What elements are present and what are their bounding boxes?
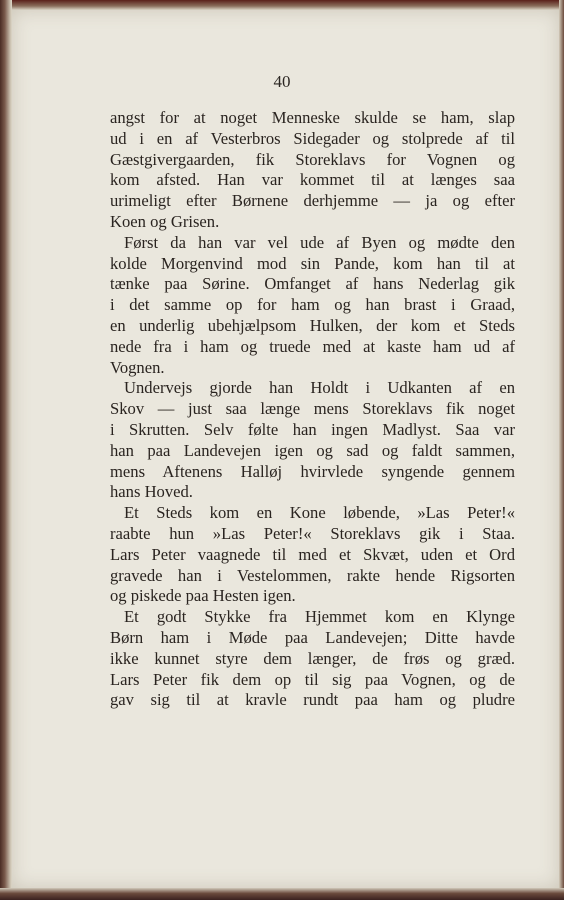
- text-line: Vognen.: [110, 357, 165, 377]
- text-line: og piskede paa Hesten igen.: [110, 586, 296, 606]
- page-number: 40: [273, 72, 291, 91]
- page-edge-right: [559, 0, 564, 900]
- text-line: Lars Peter fik dem op til sig paa Vognen, og de: [110, 669, 515, 689]
- text-line: han paa Landevejen igen og sad og faldt sammen,: [110, 440, 515, 460]
- text-line: raabte hun »Las Peter!« Storeklavs gik i Staa.: [110, 523, 515, 543]
- text-line: nede fra i ham og truede med at kaste ham ud af: [110, 336, 515, 356]
- text-line: Først da han var vel ude af Byen og mødte den: [124, 232, 515, 252]
- text-line: Et Steds kom en Kone løbende, »Las Peter!«: [124, 503, 515, 523]
- text-line: angst for at noget Menneske skulde se ham, slap: [110, 108, 515, 127]
- text-line: hans Hoved.: [110, 482, 193, 502]
- page-edge-left: [0, 0, 12, 900]
- text-line: Børn ham i Møde paa Landevejen; Ditte havde: [110, 627, 515, 647]
- text-line: Lars Peter vaagnede til med et Skvæt, uden et Ord: [110, 544, 515, 564]
- text-line: kom afsted. Han var kommet til at længes saa: [110, 170, 515, 190]
- page-edge-bottom: [0, 888, 564, 900]
- text-line: kolde Morgenvind mod sin Pande, kom han til at: [110, 253, 515, 273]
- text-line: Et godt Stykke fra Hjemmet kom en Klynge: [124, 607, 515, 627]
- text-line: i det samme op for ham og han brast i Graad,: [110, 295, 515, 315]
- body-text: [110, 108, 515, 711]
- page-edge-top: [0, 0, 564, 10]
- text-line: gav sig til at kravle rundt paa ham og pludre: [110, 690, 515, 710]
- text-line: en underlig ubehjælpsom Hulken, der kom et Steds: [110, 315, 515, 335]
- text-line: ikke kunnet styre dem længer, de frøs og græd.: [110, 648, 515, 668]
- text-line: Gæstgivergaarden, fik Storeklavs for Vognen og: [110, 149, 515, 169]
- text-line: Skov — just saa længe mens Storeklavs fik noget: [110, 399, 515, 419]
- text-line: i Skrutten. Selv følte han ingen Madlyst. Saa var: [110, 419, 515, 439]
- text-line: mens Aftenens Halløj hvirvlede syngende gennem: [110, 461, 515, 481]
- text-line: tænke paa Sørine. Omfanget af hans Nederlag gik: [110, 274, 515, 294]
- text-line: urimeligt efter Børnene derhjemme — ja og efter: [110, 191, 515, 211]
- text-line: Koen og Grisen.: [110, 211, 220, 231]
- text-line: gravede han i Vestelommen, rakte hende Rigsorten: [110, 565, 515, 585]
- text-line: Undervejs gjorde han Holdt i Udkanten af en: [124, 378, 515, 398]
- text-line: ud i en af Vesterbros Sidegader og stolprede af til: [110, 128, 515, 148]
